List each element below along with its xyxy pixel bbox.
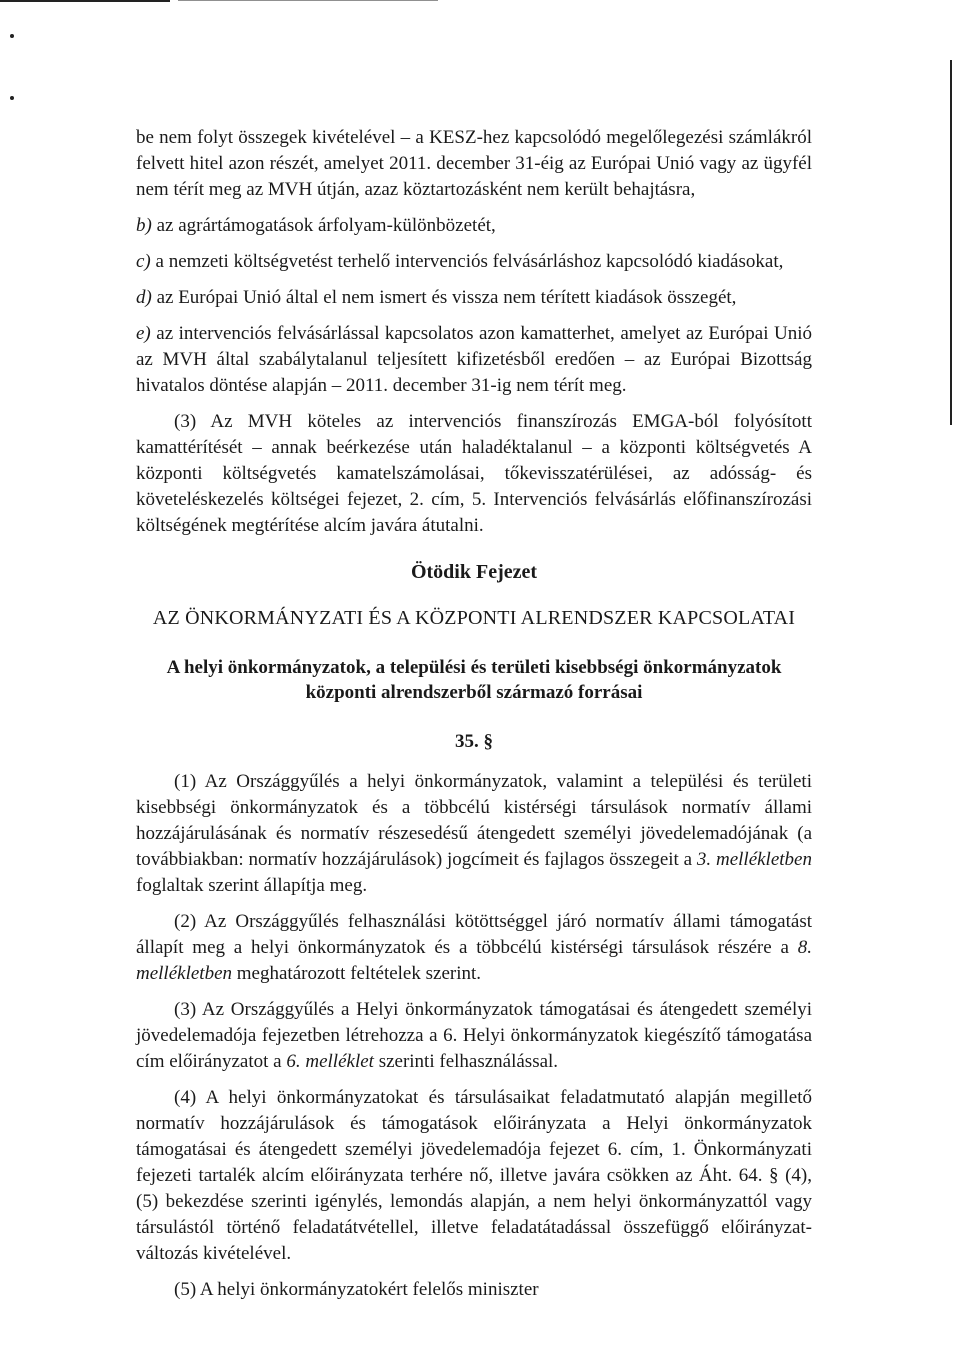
subsection-text: (1) Az Országgyűlés a helyi önkormányzatok, valamint a települési és területi kisebbségi önkormányzatok és a többcélú kistérségi társulások normatív állami hozzájárulásának és normatív részesedésű átengedett személyi jövedelemadójának (a továbbiakban: normatív hozzájárulások) jogcímeit és fajlagos összegeit a xyxy=(136,771,812,870)
point-b xyxy=(136,213,812,239)
section-number: 35. § xyxy=(455,731,493,752)
annex-reference: 6. melléklet xyxy=(286,1051,374,1072)
subsection-3 xyxy=(136,997,812,1075)
scan-edge-top xyxy=(0,0,170,2)
point-text: a nemzeti költségvetést terhelő intervenciós felvásárláshoz kapcsolódó kiadásokat, xyxy=(150,251,784,272)
point-marker: b) xyxy=(136,215,152,236)
scan-edge-top-faint xyxy=(178,0,438,1)
punch-hole-mark xyxy=(10,34,14,38)
subsection-tail: meghatározott feltételek szerint. xyxy=(232,963,482,984)
subtitle-line-1: A helyi önkormányzatok, a települési és területi kisebbségi önkormányzatok xyxy=(166,657,782,678)
subsection-tail: szerinti felhasználással. xyxy=(373,1051,559,1072)
scan-edge-right xyxy=(950,60,952,425)
point-d xyxy=(136,285,812,311)
chapter-title: AZ ÖNKORMÁNYZATI ÉS A KÖZPONTI ALRENDSZER KAPCSOLATAI xyxy=(152,607,796,629)
subsection-1 xyxy=(136,769,812,899)
subtitle xyxy=(136,655,812,705)
chapter-label: Ötödik Fejezet xyxy=(410,561,538,583)
point-e xyxy=(136,321,812,399)
subsection-tail: foglaltak szerint állapítja meg. xyxy=(136,875,368,896)
point-marker: e) xyxy=(136,323,151,344)
point-text: az intervenciós felvásárlással kapcsolatos azon kamatterhet, amelyet az Európai Unió az MVH által szabálytalanul teljesített kifizetésből eredően – az Európai Bizottság hivatalos döntése alapján – 2011. december 31-ig nem térít meg. xyxy=(136,323,812,396)
subtitle-line-2: központi alrendszerből származó forrásai xyxy=(305,682,643,703)
punch-hole-mark xyxy=(10,96,14,100)
subsection-4: (4) A helyi önkormányzatokat és társulásaikat feladatmutató alapján megillető normatív hozzájárulások és támogatások előirányzata a Helyi önkormányzatok támogatásai és átengedett személyi jövedelemadója fejezet 6. cím, 1. Önkormányzati fejezeti tartalék alcím előirányzata terhére nő, illetve javára csökken az Áht. 64. § (4), (5) bekezdése szerinti igénylés, lemondás alapján, a nem helyi önkormányzattól vagy társulástól történő feladatátvétellel, illetve feladatátadással összefüggő előirányzat-változás kivételével. xyxy=(136,1087,812,1264)
continuation-paragraph: be nem folyt összegek kivételével – a KESZ-hez kapcsolódó megelőlegezési számlákról felvett hitel azon részét, amelyet 2011. december 31-éig az Európai Unió vagy az ügyfél nem térít meg az MVH útján, azaz köztartozásként nem került behajtásra, xyxy=(136,127,812,200)
subsection-text: (2) Az Országgyűlés felhasználási kötöttséggel járó normatív állami támogatást állapít meg a helyi önkormányzatok és a többcélú kistérségi társulások részére a xyxy=(136,911,812,958)
paragraph-3: (3) Az MVH köteles az intervenciós finanszírozás EMGA-ból folyósított kamattérítését – annak beérkezése után haladéktalanul – a központi költségvetés A központi költségvetés kamatelszámolásai, tőkevisszatérülései, az adósság- és követeléskezelés költségei fejezet, 2. cím, 5. Intervenciós felvásárlás előfinanszírozási költségének megtérítése alcím javára átutalni. xyxy=(136,411,812,536)
point-marker: c) xyxy=(136,251,151,272)
subsection-text: (3) Az Országgyűlés a Helyi önkormányzatok támogatásai és átengedett személyi jövedelemadója fejezetben létrehozza a 6. Helyi önkormányzatok kiegészítő támogatása cím előirányzatot a xyxy=(136,999,812,1072)
point-c xyxy=(136,249,812,275)
point-marker: d) xyxy=(136,287,152,308)
subsection-5: (5) A helyi önkormányzatokért felelős miniszter xyxy=(174,1279,539,1300)
annex-reference: 3. mellékletben xyxy=(696,849,812,870)
point-text: az Európai Unió által el nem ismert és vissza nem térített kiadások összegét, xyxy=(151,287,737,308)
annex-reference: 8. mellékletben xyxy=(136,937,812,984)
point-text: az agrártámogatások árfolyam-különbözetét, xyxy=(151,215,496,236)
subsection-2 xyxy=(136,909,812,987)
document-page xyxy=(136,125,812,1303)
